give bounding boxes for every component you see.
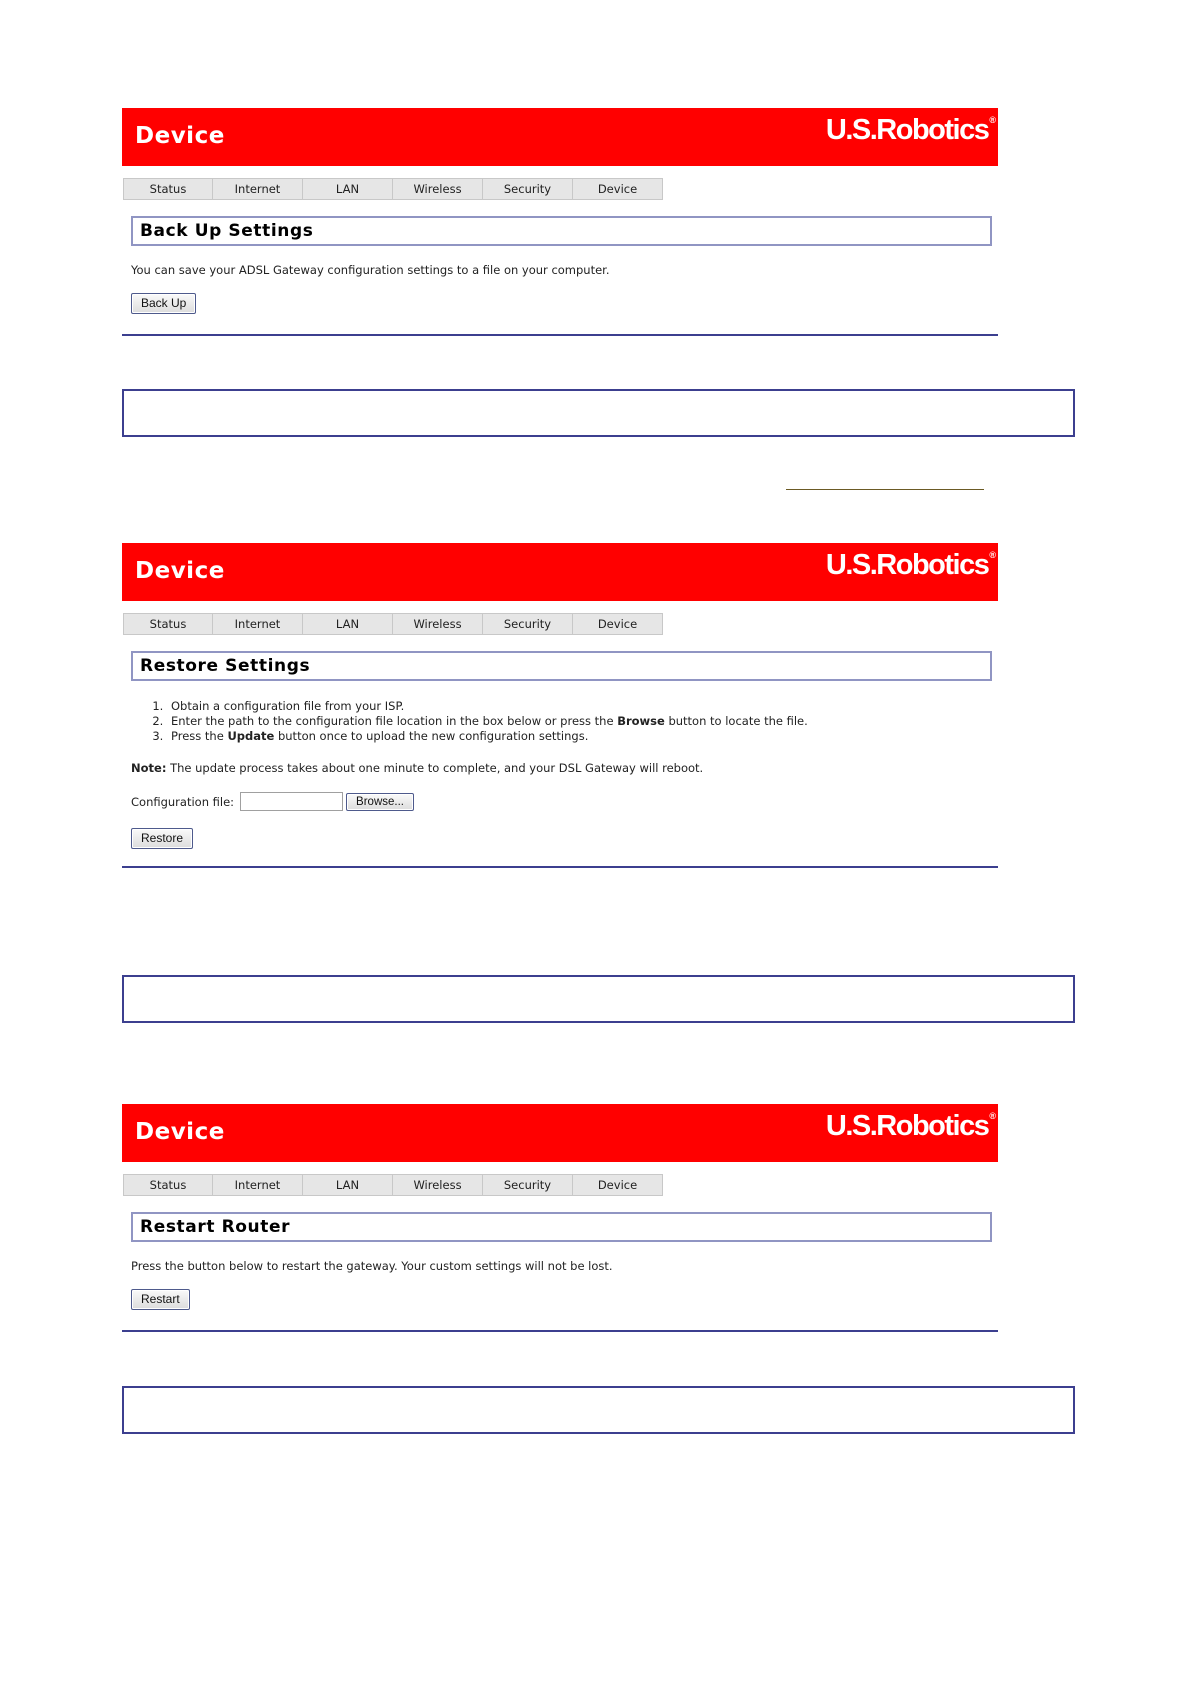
nav-tabs [123, 178, 998, 200]
banner [122, 108, 998, 166]
backup-content [122, 263, 998, 314]
backup-description: You can save your ADSL Gateway configuration settings to a file on your computer. [131, 263, 610, 277]
banner-title: Device [135, 123, 225, 149]
restart-button[interactable]: Restart [131, 1289, 190, 1310]
usrobotics-logo: U.S.Robotics® [825, 549, 996, 581]
tab-device[interactable]: Device [573, 178, 663, 200]
restore-note [131, 761, 989, 775]
banner-title: Device [135, 1119, 225, 1145]
restart-panel [122, 1104, 998, 1332]
tab-security[interactable]: Security [483, 613, 573, 635]
caption-box [122, 389, 1075, 437]
nav-tabs [123, 613, 998, 635]
usrobotics-logo: U.S.Robotics® [825, 114, 996, 146]
backup-panel [122, 108, 998, 336]
tab-status[interactable]: Status [123, 613, 213, 635]
tab-status[interactable]: Status [123, 178, 213, 200]
banner [122, 1104, 998, 1162]
tab-internet[interactable]: Internet [213, 178, 303, 200]
step-item: 3. Press the Update button once to upload the new configuration settings. [167, 729, 989, 744]
tab-wireless[interactable]: Wireless [393, 178, 483, 200]
logo-text: U.S.Robotics [825, 549, 989, 581]
tab-internet[interactable]: Internet [213, 613, 303, 635]
tab-lan[interactable]: LAN [303, 178, 393, 200]
note-label: Note: [131, 761, 167, 775]
browse-button[interactable]: Browse... [346, 793, 414, 811]
restore-steps [167, 699, 989, 744]
section-title: Restart Router [131, 1212, 992, 1242]
tab-device[interactable]: Device [573, 613, 663, 635]
logo-text: U.S.Robotics [825, 1110, 989, 1142]
caption-box [122, 1386, 1075, 1434]
restore-content [122, 699, 998, 849]
tab-status[interactable]: Status [123, 1174, 213, 1196]
config-file-input[interactable] [240, 792, 343, 811]
tab-security[interactable]: Security [483, 1174, 573, 1196]
tab-internet[interactable]: Internet [213, 1174, 303, 1196]
restart-content [122, 1259, 998, 1310]
tab-lan[interactable]: LAN [303, 1174, 393, 1196]
config-file-row [131, 792, 989, 811]
usrobotics-logo: U.S.Robotics® [825, 1110, 996, 1142]
note-text: The update process takes about one minute to complete, and your DSL Gateway will reboot. [170, 761, 704, 775]
step-item: 2. Enter the path to the configuration file location in the box below or press the Browse button to locate the file. [167, 714, 989, 729]
link-underline [786, 489, 984, 490]
tab-security[interactable]: Security [483, 178, 573, 200]
section-title: Restore Settings [131, 651, 992, 681]
config-file-label: Configuration file: [131, 794, 235, 809]
restore-panel [122, 543, 998, 868]
restart-description: Press the button below to restart the gateway. Your custom settings will not be lost. [131, 1259, 613, 1273]
nav-tabs [123, 1174, 998, 1196]
tab-device[interactable]: Device [573, 1174, 663, 1196]
tab-wireless[interactable]: Wireless [393, 613, 483, 635]
logo-text: U.S.Robotics [825, 114, 989, 146]
banner [122, 543, 998, 601]
caption-box [122, 975, 1075, 1023]
step-item: 1. Obtain a configuration file from your ISP. [167, 699, 989, 714]
restore-button[interactable]: Restore [131, 828, 193, 849]
banner-title: Device [135, 558, 225, 584]
back-up-button[interactable]: Back Up [131, 293, 196, 314]
section-title: Back Up Settings [131, 216, 992, 246]
tab-wireless[interactable]: Wireless [393, 1174, 483, 1196]
tab-lan[interactable]: LAN [303, 613, 393, 635]
